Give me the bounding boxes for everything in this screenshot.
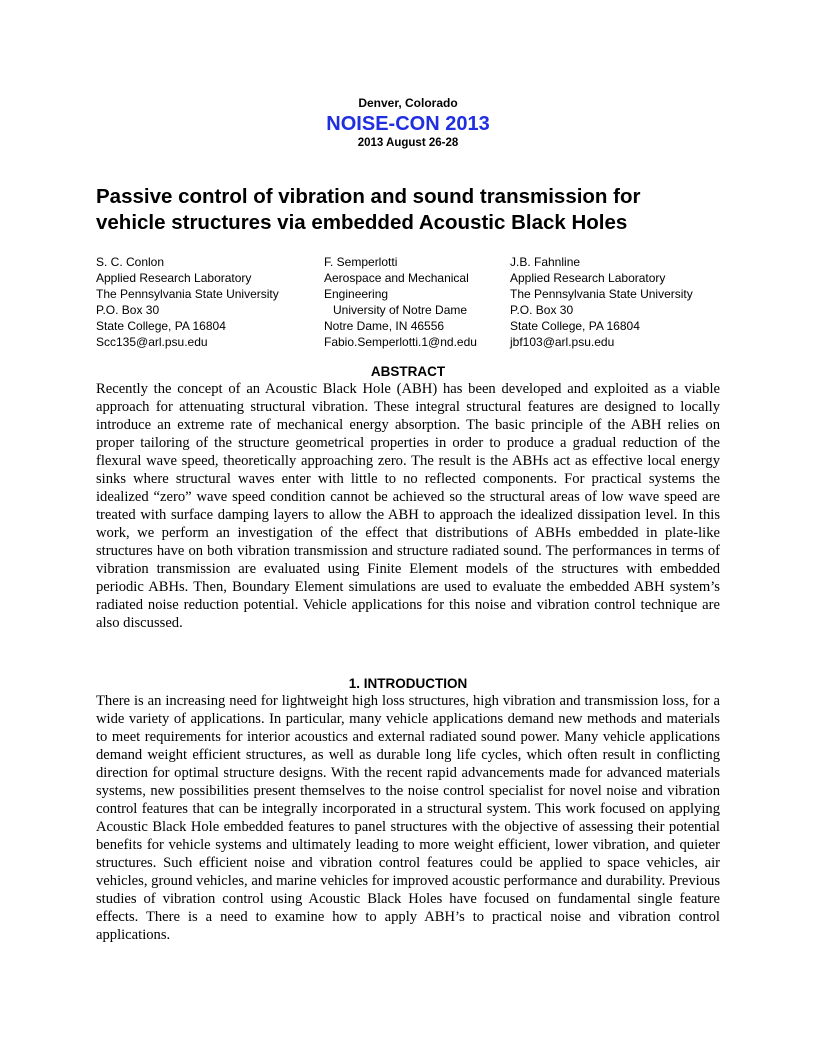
author-block bbox=[96, 254, 736, 350]
author-email: jbf103@arl.psu.edu bbox=[510, 335, 615, 349]
author-affiliation-line: University of Notre Dame bbox=[333, 303, 468, 317]
author-address-line: P.O. Box 30 bbox=[510, 303, 574, 317]
author-entry bbox=[324, 254, 477, 350]
author-entry bbox=[510, 254, 693, 350]
author-affiliation-line: Engineering bbox=[324, 287, 389, 301]
conference-name: NOISE-CON 2013 bbox=[326, 113, 490, 135]
author-address-line: State College, PA 16804 bbox=[510, 319, 640, 333]
author-address-line: Notre Dame, IN 46556 bbox=[324, 319, 445, 333]
author-name: F. Semperlotti bbox=[324, 255, 398, 269]
author-name: S. C. Conlon bbox=[96, 255, 165, 269]
paper-title bbox=[96, 184, 736, 236]
author-affiliation-line: The Pennsylvania State University bbox=[510, 287, 693, 301]
author-affiliation-line: The Pennsylvania State University bbox=[96, 287, 279, 301]
author-affiliation-line: Aerospace and Mechanical bbox=[324, 271, 469, 285]
paper-title-line-1: Passive control of vibration and sound transmission for bbox=[96, 185, 641, 208]
conference-location: Denver, Colorado bbox=[358, 96, 458, 110]
author-affiliation-line: Applied Research Laboratory bbox=[510, 271, 666, 285]
author-entry bbox=[96, 254, 279, 350]
conference-dates: 2013 August 26-28 bbox=[357, 137, 459, 149]
author-address-line: State College, PA 16804 bbox=[96, 319, 226, 333]
paper-title-line-2: vehicle structures via embedded Acoustic Black Holes bbox=[96, 211, 628, 234]
author-affiliation-line: Applied Research Laboratory bbox=[96, 271, 252, 285]
author-name: J.B. Fahnline bbox=[510, 255, 581, 269]
author-email: Fabio.Semperlotti.1@nd.edu bbox=[324, 335, 477, 349]
abstract-heading: ABSTRACT bbox=[370, 364, 446, 379]
abstract-text: Recently the concept of an Acoustic Black Hole (ABH) has been developed and exploited as a viable approach for attenuating structural vibration. These integral structural features are designed to locally introduce an extreme rate of mechanical energy absorption. The basic principle of the ABH relies on proper tailoring of the structure geometrical properties in order to produce a gradual reduction of the flexural wave speed, theoretically approaching zero. The result is the ABHs act as effective local energy sinks where structural waves enter with little to no reflected components. For practical systems the idealized “zero” wave speed condition cannot be achieved so the structural areas of low wave speed are treated with surface damping layers to allow the ABH to approach the idealized dissipation level. In this work, we perform an investigation of the effect that distributions of ABHs embedded in plate-like structures have on both vibration transmission and structure radiated sound. The performances in terms of vibration transmission are evaluated using Finite Element models of the structures with embedded periodic ABHs. Then, Boundary Element simulations are used to evaluate the embedded ABH system’s radiated noise reduction potential. Vehicle applications for this noise and vibration control technique are also discussed. bbox=[96, 381, 720, 631]
author-email: Scc135@arl.psu.edu bbox=[96, 335, 208, 349]
author-address-line: P.O. Box 30 bbox=[96, 303, 160, 317]
introduction-text: There is an increasing need for lightweight high loss structures, high vibration and transmission loss, for a wide variety of applications. In particular, many vehicle applications demand new methods and materials to meet requirements for interior acoustics and external radiated sound power. Many vehicle applications demand weight efficient structures, as well as durable long life cycles, which often result in conflicting direction for optimal structure designs. With the recent rapid advancements made for advanced materials systems, new possibilities present themselves to the noise control specialist for novel noise and vibration control features that can be integrally incorporated in a structural system. This work focused on applying Acoustic Black Hole embedded features to panel structures with the objective of assessing their potential benefits for vehicle systems and ultimately leading to more weight efficient, lower vibration, and quieter structures. Such efficient noise and vibration control features could be applied to space vehicles, air vehicles, ground vehicles, and marine vehicles for improved acoustic performance and durability. Previous studies of vibration control using Acoustic Black Holes have focused on fundamental single feature effects. There is a need to examine how to apply ABH’s to practical noise and vibration control applications. bbox=[96, 693, 720, 943]
introduction-heading: 1. INTRODUCTION bbox=[348, 676, 468, 691]
